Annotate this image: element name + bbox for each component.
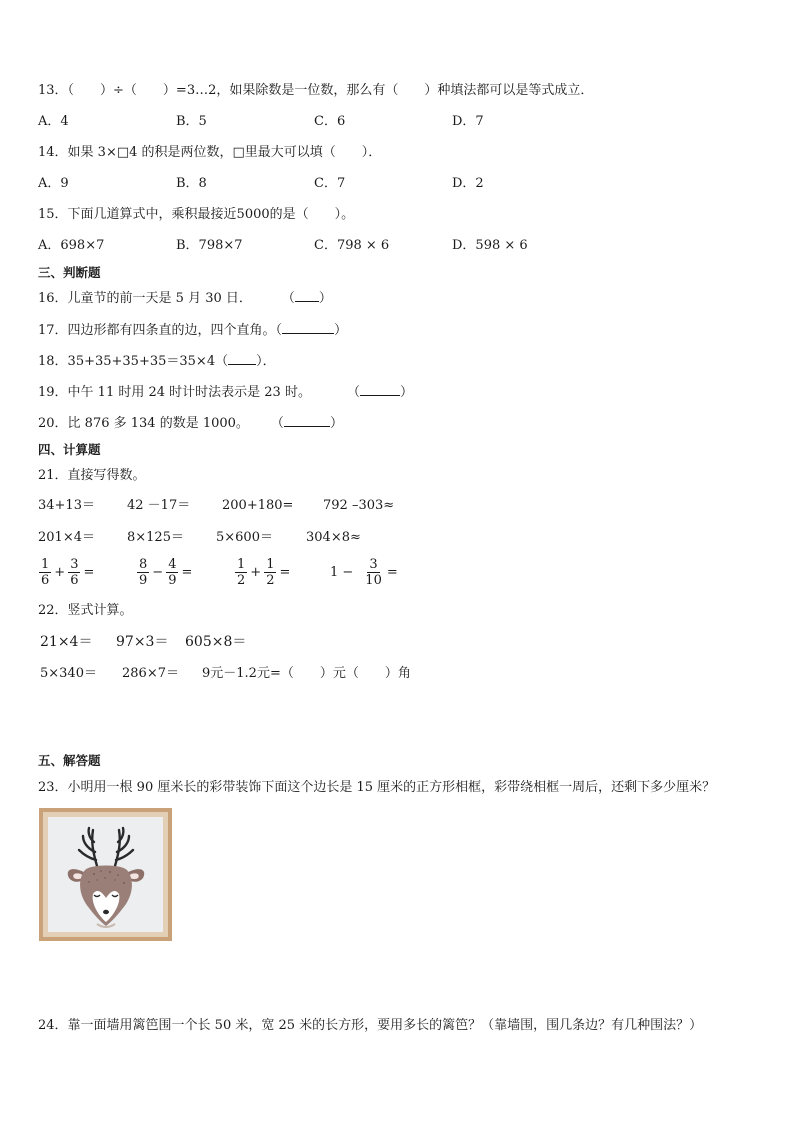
q13-option-b[interactable]: B．5 [176,114,207,129]
q22-r2-c3: 9元－1.2元=（ ）元（ ）角 [202,666,411,681]
q21-r1-c2: 42 －17＝ [127,498,191,513]
q18-answer-blank[interactable] [228,352,256,365]
q22-r1-c3: 605×8＝ [185,634,247,650]
q22-r1-c1: 21×4＝ [40,634,93,650]
question-17-text: 17．四边形都有四条直的边，四个直角。 [38,323,276,338]
q21-r2-c2: 8×125＝ [127,530,184,545]
question-14-text: 14．如果 3×□4 的积是两位数，□里最大可以填（ ）． [38,145,382,160]
q21-fraction-1: 1 6 + $\frac{3}{6}$ = [41,557,95,588]
question-19-text: 19．中午 11 时用 24 时计时法表示是 23 时。 [38,385,311,400]
question-16 [38,289,332,308]
q14-option-d[interactable]: D．2 [452,176,484,191]
q19-paren-open: （ [346,385,360,400]
q20-paren-close: ） [329,416,343,431]
q17-paren-close: ） [334,323,348,338]
q21-r1-c4: 792 –303≈ [323,498,395,513]
fraction: 1 6 [41,557,50,588]
fraction: $\frac{3}{10}$ [365,557,382,588]
q21-r2-c1: 201×4＝ [38,530,95,545]
section-4-heading: 四、计算题 [38,442,101,457]
q14-option-c[interactable]: C．7 [314,176,346,191]
section-5-heading: 五、解答题 [38,753,101,768]
q22-r1-c2: 97×3＝ [116,634,169,650]
section-3-heading: 三、判断题 [38,265,101,280]
q17-paren-open: （ [275,323,283,338]
q14-option-a[interactable]: A．9 [38,176,69,191]
q15-option-d[interactable]: D．598 × 6 [452,238,528,253]
q13-option-d[interactable]: D．7 [452,114,484,129]
q21-r1-c1: 34+13＝ [38,498,95,513]
q20-paren-open: （ [270,416,284,431]
q19-paren-close: ） [399,385,413,400]
deer-picture-frame-icon [39,808,172,941]
q18-paren-close: ）． [256,354,276,369]
q21-r2-c3: 5×600＝ [216,530,273,545]
q16-paren-open: （ [281,291,295,306]
q15-option-b[interactable]: B．798×7 [176,238,243,253]
q16-answer-blank[interactable] [295,289,319,302]
q13-option-a[interactable]: A．4 [38,114,69,129]
q21-r2-c4: 304×8≈ [306,530,361,545]
question-20-text: 20．比 876 多 134 的数是 1000。 [38,416,249,431]
fraction: $\frac{1}{2}$ [266,557,275,588]
question-15-text: 15．下面几道算式中，乘积最接近5000的是（ ）。 [38,207,355,222]
q19-answer-blank[interactable] [360,383,400,396]
q21-fraction-4: 1 − $\frac{3}{10}$ = [330,557,398,588]
question-18 [38,352,276,371]
q21-fraction-3: 1 2 + $\frac{1}{2}$ = [237,557,291,588]
fraction: $\frac{4}{9}$ [168,557,177,588]
fraction: 8 9 [139,557,148,588]
q18-paren-open: （ [215,354,229,369]
question-21-title: 21．直接写得数。 [38,468,146,483]
question-20 [38,414,343,433]
q15-option-a[interactable]: A．698×7 [38,238,105,253]
question-22-title: 22．竖式计算。 [38,603,133,618]
question-18-text: 18．35+35+35+35＝35×4 [38,354,216,369]
q17-answer-blank[interactable] [282,321,334,334]
q21-r1-c3: 200+180= [222,498,294,513]
q22-r2-c2: 286×7＝ [122,666,179,681]
question-13-text: 13．（ ）÷（ ）=3…2，如果除数是一位数，那么有（ ）种填法都可以是等式成立． [38,83,594,98]
question-17 [38,321,347,340]
question-23-text: 23．小明用一根 90 厘米长的彩带装饰下面这个边长是 15 厘米的正方形相框，彩带绕相框一周后，还剩下多少厘米？ [38,780,716,795]
question-24-text: 24．靠一面墙用篱笆围一个长 50 米，宽 25 米的长方形，要用多长的篱笆？（靠墙围，围几条边？有几种围法？） [38,1018,703,1033]
q13-option-c[interactable]: C．6 [314,114,346,129]
q16-paren-close: ） [318,291,332,306]
fraction: $\frac{3}{6}$ [70,557,79,588]
q22-r2-c1: 5×340＝ [40,666,97,681]
q21-fraction-2: 8 9 − $\frac{4}{9}$ = [139,557,193,588]
question-19 [38,383,413,402]
question-16-text: 16．儿童节的前一天是 5 月 30 日． [38,291,252,306]
q15-option-c[interactable]: C．798 × 6 [314,238,390,253]
fraction: 1 2 [237,557,246,588]
q14-option-b[interactable]: B．8 [176,176,207,191]
q20-answer-blank[interactable] [284,414,330,427]
